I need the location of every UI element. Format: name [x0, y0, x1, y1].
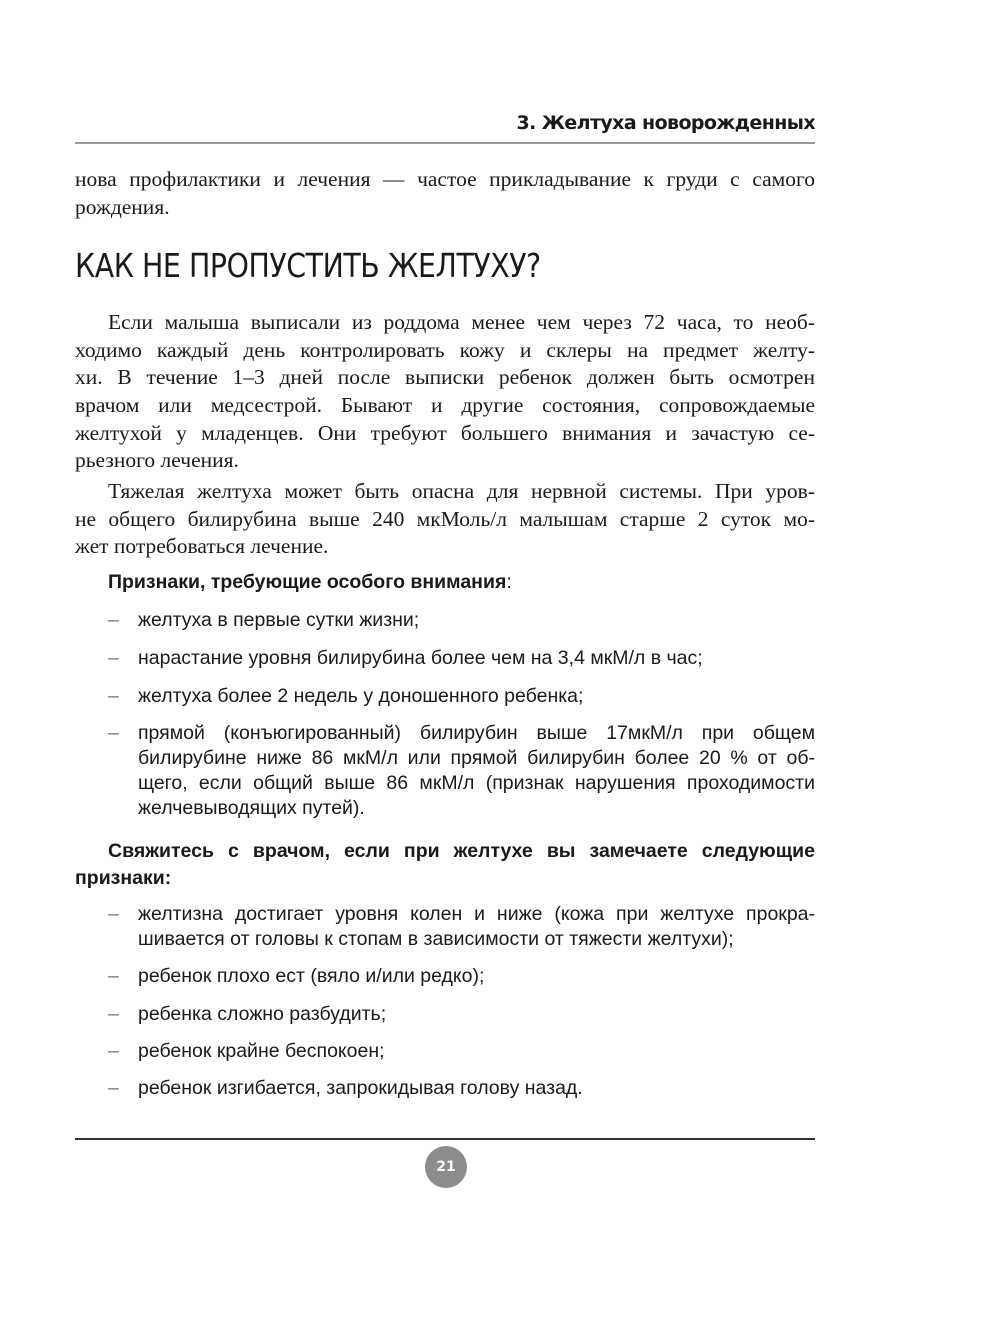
text-line: Свяжитесь с врачом, если при желтухе вы замечаете следующие — [108, 840, 815, 862]
text-line: Тяжелая желтуха может быть опасна для нервной системы. При уров- — [108, 479, 815, 503]
dash-bullet: – — [108, 609, 119, 631]
text-line: жет потребоваться лечение. — [75, 534, 329, 559]
dash-bullet: – — [108, 722, 119, 744]
text-line: хи. В течение 1–3 дней после выписки ребенок должен быть осмотрен — [75, 365, 815, 390]
paragraph — [75, 309, 815, 475]
text-line: билирубине ниже 86 мкМ/л или прямой билирубин более 20 % от об- — [138, 747, 815, 769]
list-item — [0, 646, 815, 671]
footer-rule — [75, 1138, 815, 1140]
running-header: 3. Желтуха новорожденных — [516, 112, 815, 134]
dash-bullet: – — [108, 1077, 119, 1099]
text-line: ребенок изгибается, запрокидывая голову назад. — [138, 1077, 583, 1099]
dash-bullet: – — [108, 647, 119, 669]
text-line: не общего билирубина выше 240 мкМоль/л малышам старше 2 суток мо- — [75, 506, 815, 531]
text-line: рождения. — [75, 194, 170, 219]
text-line: нова профилактики и лечения — частое прикладывание к груди с самого — [75, 167, 815, 191]
text-line: рьезного лечения. — [75, 448, 239, 473]
text-line: желтуха более 2 недель у доношенного ребенка; — [138, 685, 584, 707]
paragraph — [75, 478, 815, 561]
dash-bullet: – — [108, 1040, 119, 1062]
list-item — [0, 1076, 815, 1101]
list-item — [0, 608, 815, 633]
list-item — [0, 1002, 815, 1027]
section-title: КАК НЕ ПРОПУСТИТЬ ЖЕЛТУХУ? — [75, 246, 541, 285]
list-item — [0, 684, 815, 709]
colon: : — [506, 571, 512, 593]
text-line: желтухой у младенцев. Они требуют большего внимания и зачастую се- — [75, 420, 815, 445]
header-rule — [75, 142, 815, 144]
text-line: Если малыша выписали из роддома менее чем через 72 часа, то необ- — [108, 310, 815, 334]
text-line: прямой (конъюгированный) билирубин выше 17мкМ/л при общем — [138, 722, 815, 744]
list-item — [0, 1039, 815, 1064]
page-number: 21 — [425, 1146, 467, 1188]
dash-bullet: – — [108, 965, 119, 987]
dash-bullet: – — [108, 685, 119, 707]
dash-bullet: – — [108, 1003, 119, 1025]
list-item — [0, 964, 815, 989]
signs-heading-text: Признаки, требующие особого внимания — [108, 571, 507, 593]
text-line: ребенок плохо ест (вяло и/или редко); — [138, 965, 485, 987]
contact-heading — [75, 838, 815, 892]
list-item — [0, 902, 815, 952]
text-line: желчевыводящих путей). — [138, 797, 365, 819]
list-item — [0, 721, 815, 821]
text-line: врачом или медсестрой. Бывают и другие состояния, сопровождаемые — [75, 393, 815, 418]
text-line: шивается от головы к стопам в зависимости от тяжести желтухи); — [138, 928, 734, 950]
intro-paragraph — [75, 166, 815, 221]
text-line: нарастание уровня билирубина более чем на 3,4 мкМ/л в час; — [138, 647, 703, 669]
text-line: ребенок крайне беспокоен; — [138, 1040, 385, 1062]
text-line: ходимо каждый день контролировать кожу и склеры на предмет желту- — [75, 337, 815, 362]
text-line: желтуха в первые сутки жизни; — [138, 609, 420, 631]
text-line: признаки: — [75, 867, 172, 889]
signs-heading — [108, 571, 512, 594]
dash-bullet: – — [108, 903, 119, 925]
text-line: ребенка сложно разбудить; — [138, 1003, 387, 1025]
text-line: щего, если общий выше 86 мкМ/л (признак нарушения проходимости — [138, 772, 815, 794]
text-line: желтизна достигает уровня колен и ниже (кожа при желтухе прокра- — [138, 903, 815, 925]
